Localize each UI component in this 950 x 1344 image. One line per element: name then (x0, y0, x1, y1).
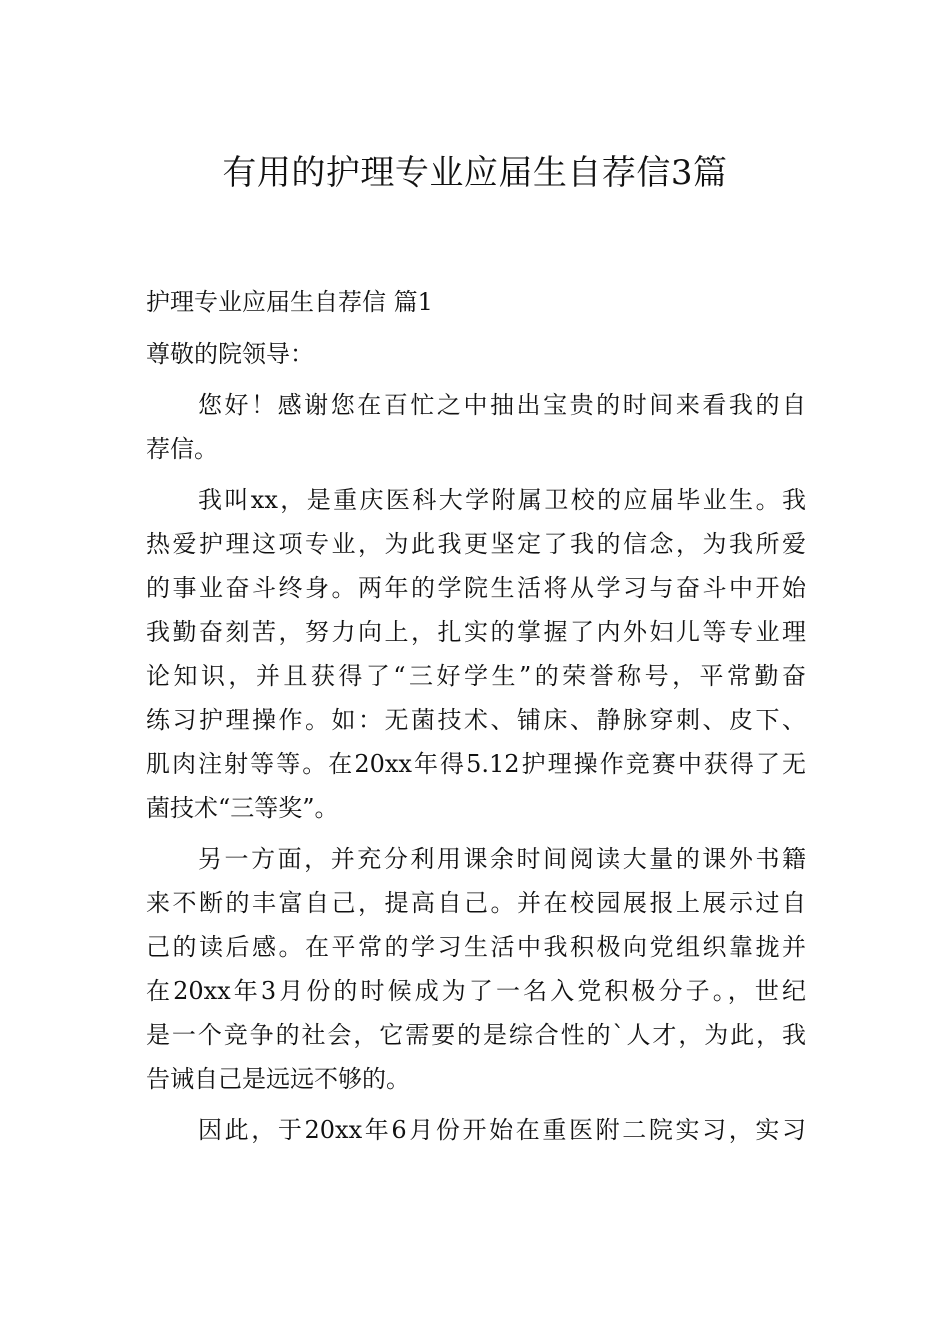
paragraph-line: 因此，于20xx年6月份开始在重医附二院实习，实习 (198, 1116, 806, 1144)
paragraph-greeting (146, 383, 806, 471)
paragraph-line: 荐信。 (146, 435, 218, 463)
paragraph-line: 己的读后感。在平常的学习生活中我积极向党组织靠拢并 (146, 933, 806, 961)
paragraph-extracurricular (146, 837, 806, 1101)
paragraph-line: 告诫自己是远远不够的。 (146, 1065, 410, 1093)
paragraph-line: 菌技术“三等奖”。 (146, 794, 339, 822)
paragraph-introduction (146, 478, 806, 830)
section-heading: 护理专业应届生自荐信 篇1 (146, 288, 433, 316)
paragraph-line: 我叫xx，是重庆医科大学附属卫校的应届毕业生。我 (198, 486, 806, 514)
paragraph-line: 肌肉注射等等。在20xx年得5.12护理操作竞赛中获得了无 (146, 750, 806, 778)
paragraph-line: 我勤奋刻苦，努力向上，扎实的掌握了内外妇儿等专业理 (146, 618, 806, 646)
paragraph-line: 来不断的丰富自己，提高自己。并在校园展报上展示过自 (146, 889, 806, 917)
paragraph-line: 的事业奋斗终身。两年的学院生活将从学习与奋斗中开始 (146, 574, 806, 602)
salutation: 尊敬的院领导： (146, 340, 314, 368)
paragraph-line: 您好！感谢您在百忙之中抽出宝贵的时间来看我的自 (198, 391, 806, 419)
paragraph-line: 是一个竞争的社会，它需要的是综合性的`人才，为此，我 (146, 1021, 806, 1049)
paragraph-line: 练习护理操作。如：无菌技术、铺床、静脉穿刺、皮下、 (146, 706, 806, 734)
paragraph-line: 热爱护理这项专业，为此我更坚定了我的信念，为我所爱 (146, 530, 806, 558)
document-title: 有用的护理专业应届生自荐信3篇 (222, 152, 728, 193)
paragraph-line: 论知识，并且获得了“三好学生”的荣誉称号，平常勤奋 (146, 662, 806, 690)
paragraph-line: 在20xx年3月份的时候成为了一名入党积极分子。，世纪 (146, 977, 806, 1005)
paragraph-internship (146, 1108, 806, 1152)
document-body (146, 280, 806, 1152)
paragraph-line: 另一方面，并充分利用课余时间阅读大量的课外书籍 (198, 845, 806, 873)
